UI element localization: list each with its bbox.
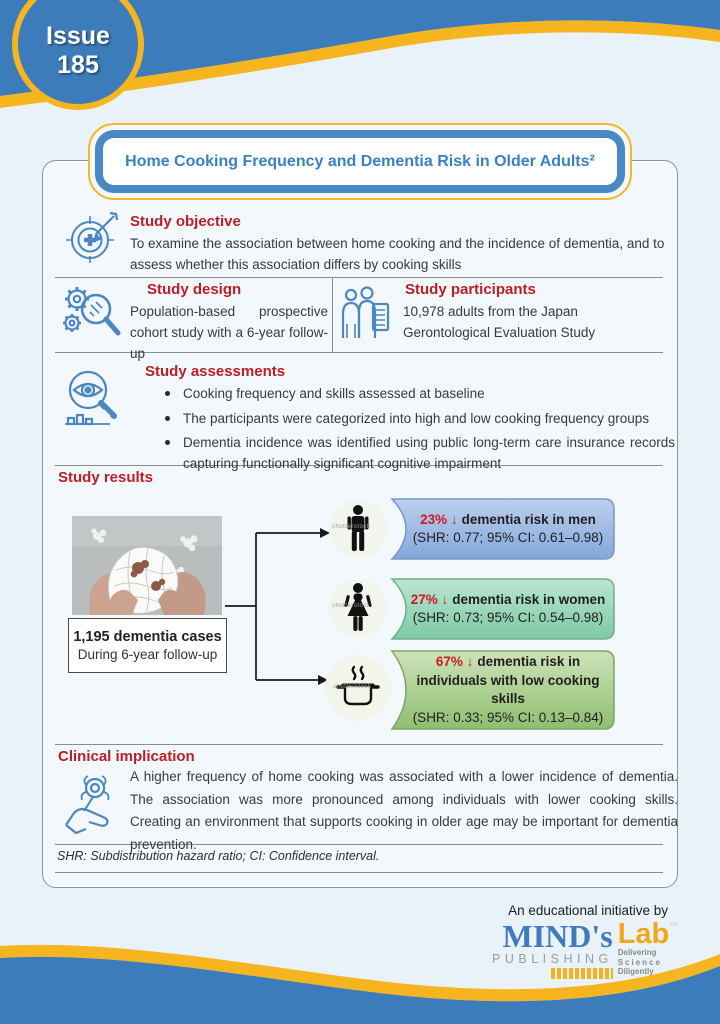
cases-period: During 6-year follow-up	[77, 647, 218, 662]
issue-number: 185	[57, 51, 99, 79]
bullet-text: Dementia incidence was identified using public long-term care insurance records capturing functionally significant cognitive impairment	[183, 435, 675, 471]
bullet-text: The participants were categorized into high and low cooking frequency groups	[183, 410, 650, 426]
risk-statistic: (SHR: 0.77; 95% CI: 0.61–0.98)	[412, 530, 604, 545]
bullet-dot	[165, 440, 170, 445]
logo-tagline-2: Science	[617, 957, 662, 967]
section-divider	[55, 277, 663, 278]
design-body: Population-based prospective cohort study with a 6-year follow-up	[130, 304, 328, 361]
issue-label: Issue	[46, 22, 110, 51]
bullet-item	[165, 383, 675, 404]
eye-magnifier-icon	[60, 366, 126, 432]
risk-group: dementia risk in	[477, 654, 581, 669]
logo-publishing-text: PUBLISHING	[492, 952, 613, 966]
watermark-text: shutterstock	[332, 603, 371, 609]
bullet-text: Cooking frequency and skills assessed at baseline	[183, 386, 485, 401]
title-box	[88, 123, 632, 200]
risk-statistic: (SHR: 0.33; 95% CI: 0.13–0.84)	[412, 709, 604, 725]
dementia-cases-callout	[68, 618, 227, 673]
risk-group: dementia risk in men	[461, 511, 596, 527]
participants-heading: Study participants	[405, 281, 536, 298]
initiative-text: An educational initiative by	[508, 903, 668, 918]
watermark-text: shutterstock	[333, 684, 372, 690]
logo-tagline-3: Diligently	[617, 967, 654, 976]
participants-body: 10,978 adults from the Japan Gerontological Evaluation Study	[403, 304, 596, 340]
page-title: Home Cooking Frequency and Dementia Risk in Older Adults²	[125, 152, 595, 170]
risk-statistic: (SHR: 0.73; 95% CI: 0.54–0.98)	[412, 610, 604, 625]
risk-reduction-percent: 27% ↓	[410, 591, 449, 607]
logo-trademark: ™	[669, 921, 678, 930]
target-dart-icon	[66, 210, 120, 264]
column-divider	[332, 277, 333, 352]
participants-people-icon	[338, 286, 392, 342]
objective-body: To examine the association between home cooking and the incidence of dementia, and to assess whether this association differs by cooking skills	[130, 236, 665, 272]
publisher-logo	[492, 918, 678, 979]
gears-magnifier-icon	[60, 283, 122, 345]
bullet-dot	[165, 391, 170, 396]
logo-mind-text: MIND's	[502, 918, 613, 954]
logo-lab-text: Lab	[617, 918, 670, 950]
footnote-divider-bottom	[55, 872, 663, 873]
risk-group-line2: individuals with low cooking skills	[416, 672, 600, 706]
title-box-blue-frame	[95, 130, 625, 193]
result-box-men	[378, 498, 615, 560]
logo-tagline-1: Delivering	[617, 948, 657, 957]
assessments-heading: Study assessments	[145, 363, 286, 380]
abbreviation-footnote: SHR: Subdistribution hazard ratio; CI: Confidence interval.	[57, 849, 380, 863]
design-heading: Study design	[147, 281, 242, 298]
implication-heading: Clinical implication	[58, 748, 195, 765]
implication-body: A higher frequency of home cooking was associated with a lower incidence of dementia. The association was more pronounced among individuals with lower cooking skills. Creating an environment that supports cooking in older age may be important for dementia prevention.	[130, 769, 678, 852]
cases-count: 1,195 dementia cases	[73, 629, 222, 645]
risk-group: dementia risk in women	[452, 591, 606, 607]
watermark-text: shutterstock	[332, 524, 371, 530]
results-heading: Study results	[58, 469, 154, 486]
result-box-low-cooking-skills	[378, 650, 615, 730]
bullet-item	[165, 432, 675, 474]
result-box-women	[378, 578, 615, 640]
section-divider	[55, 744, 663, 745]
bullet-dot	[165, 416, 170, 421]
risk-reduction-percent: 23% ↓	[420, 511, 458, 527]
title-box-white-panel	[103, 138, 617, 185]
logo-right-column	[617, 918, 678, 977]
logo-left-column	[492, 918, 613, 979]
bullet-item	[165, 408, 675, 429]
brain-puzzle-photo	[72, 516, 222, 615]
assessments-bullet-list	[165, 383, 675, 478]
hand-flower-icon	[62, 775, 120, 837]
logo-barcode-stripes	[551, 968, 613, 979]
objective-heading: Study objective	[130, 213, 241, 230]
risk-reduction-percent: 67% ↓	[435, 654, 474, 669]
